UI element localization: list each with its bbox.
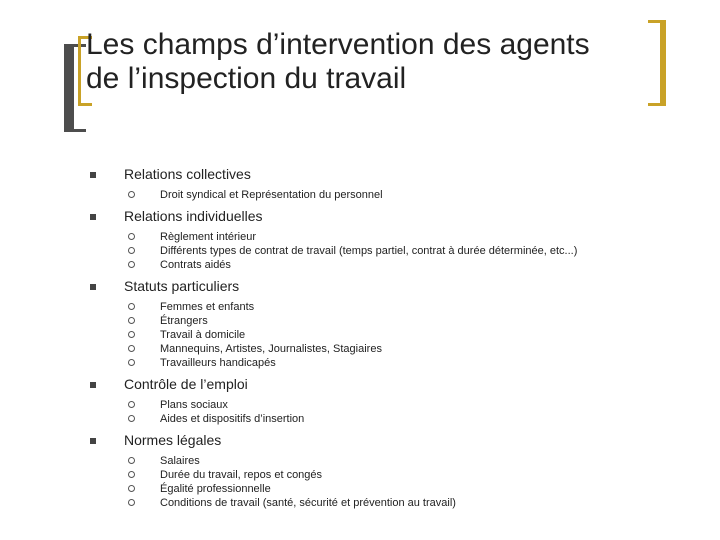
section-normes-legales bbox=[0, 426, 720, 510]
sub-item-text: Durée du travail, repos et congés bbox=[160, 469, 323, 481]
sub-item-text: Contrats aidés bbox=[160, 259, 231, 271]
list-item-level2 bbox=[0, 314, 720, 328]
list-item-level2 bbox=[0, 230, 720, 244]
circle-bullet-icon bbox=[128, 359, 135, 366]
list-item-level2 bbox=[0, 482, 720, 496]
circle-bullet-icon bbox=[128, 261, 135, 268]
list-item-level2 bbox=[0, 468, 720, 482]
section-heading: Normes légales bbox=[124, 432, 222, 448]
list-item-level2 bbox=[0, 244, 720, 258]
sub-item-text: Étrangers bbox=[160, 315, 208, 327]
circle-bullet-icon bbox=[128, 345, 135, 352]
list-item-level1 bbox=[0, 160, 720, 188]
circle-bullet-icon bbox=[128, 471, 135, 478]
circle-bullet-icon bbox=[128, 303, 135, 310]
sub-item-text: Règlement intérieur bbox=[160, 231, 256, 243]
list-item-level2 bbox=[0, 300, 720, 314]
square-bullet-icon bbox=[90, 214, 96, 220]
section-relations-individuelles bbox=[0, 202, 720, 272]
list-item-level1 bbox=[0, 426, 720, 454]
list-item-level2 bbox=[0, 496, 720, 510]
sub-item-text: Salaires bbox=[160, 455, 200, 467]
circle-bullet-icon bbox=[128, 191, 135, 198]
section-heading: Contrôle de l’emploi bbox=[124, 376, 248, 392]
circle-bullet-icon bbox=[128, 401, 135, 408]
circle-bullet-icon bbox=[128, 331, 135, 338]
list-item-level2 bbox=[0, 258, 720, 272]
right-bracket-gold bbox=[648, 20, 666, 106]
sub-item-text: Droit syndical et Représentation du personnel bbox=[160, 189, 383, 201]
list-item-level1 bbox=[0, 370, 720, 398]
sub-item-text: Aides et dispositifs d’insertion bbox=[160, 413, 305, 425]
square-bullet-icon bbox=[90, 284, 96, 290]
sub-item-text: Conditions de travail (santé, sécurité et prévention au travail) bbox=[160, 497, 456, 509]
circle-bullet-icon bbox=[128, 485, 135, 492]
section-heading: Statuts particuliers bbox=[124, 278, 240, 294]
square-bullet-icon bbox=[90, 172, 96, 178]
circle-bullet-icon bbox=[128, 457, 135, 464]
list-item-level2 bbox=[0, 342, 720, 356]
list-item-level2 bbox=[0, 398, 720, 412]
square-bullet-icon bbox=[90, 382, 96, 388]
section-heading: Relations collectives bbox=[124, 166, 251, 182]
list-item-level1 bbox=[0, 202, 720, 230]
section-controle-emploi bbox=[0, 370, 720, 426]
sub-item-text: Différents types de contrat de travail (temps partiel, contrat à durée déterminée, etc...) bbox=[160, 245, 578, 257]
bullet-list bbox=[0, 160, 720, 510]
circle-bullet-icon bbox=[128, 247, 135, 254]
circle-bullet-icon bbox=[128, 233, 135, 240]
sub-item-text: Égalité professionnelle bbox=[160, 483, 271, 495]
list-item-level2 bbox=[0, 454, 720, 468]
section-statuts-particuliers bbox=[0, 272, 720, 370]
list-item-level2 bbox=[0, 188, 720, 202]
square-bullet-icon bbox=[90, 438, 96, 444]
section-relations-collectives bbox=[0, 160, 720, 202]
list-item-level2 bbox=[0, 356, 720, 370]
sub-item-text: Femmes et enfants bbox=[160, 301, 255, 313]
circle-bullet-icon bbox=[128, 499, 135, 506]
list-item-level2 bbox=[0, 328, 720, 342]
sub-item-text: Travail à domicile bbox=[160, 329, 246, 341]
slide-title: Les champs d’intervention des agents de l’inspection du travail bbox=[86, 28, 590, 95]
list-item-level1 bbox=[0, 272, 720, 300]
sub-item-text: Travailleurs handicapés bbox=[160, 357, 276, 369]
sub-item-text: Plans sociaux bbox=[160, 399, 228, 411]
section-heading: Relations individuelles bbox=[124, 208, 263, 224]
circle-bullet-icon bbox=[128, 415, 135, 422]
sub-item-text: Mannequins, Artistes, Journalistes, Stagiaires bbox=[160, 343, 382, 355]
list-item-level2 bbox=[0, 412, 720, 426]
circle-bullet-icon bbox=[128, 317, 135, 324]
